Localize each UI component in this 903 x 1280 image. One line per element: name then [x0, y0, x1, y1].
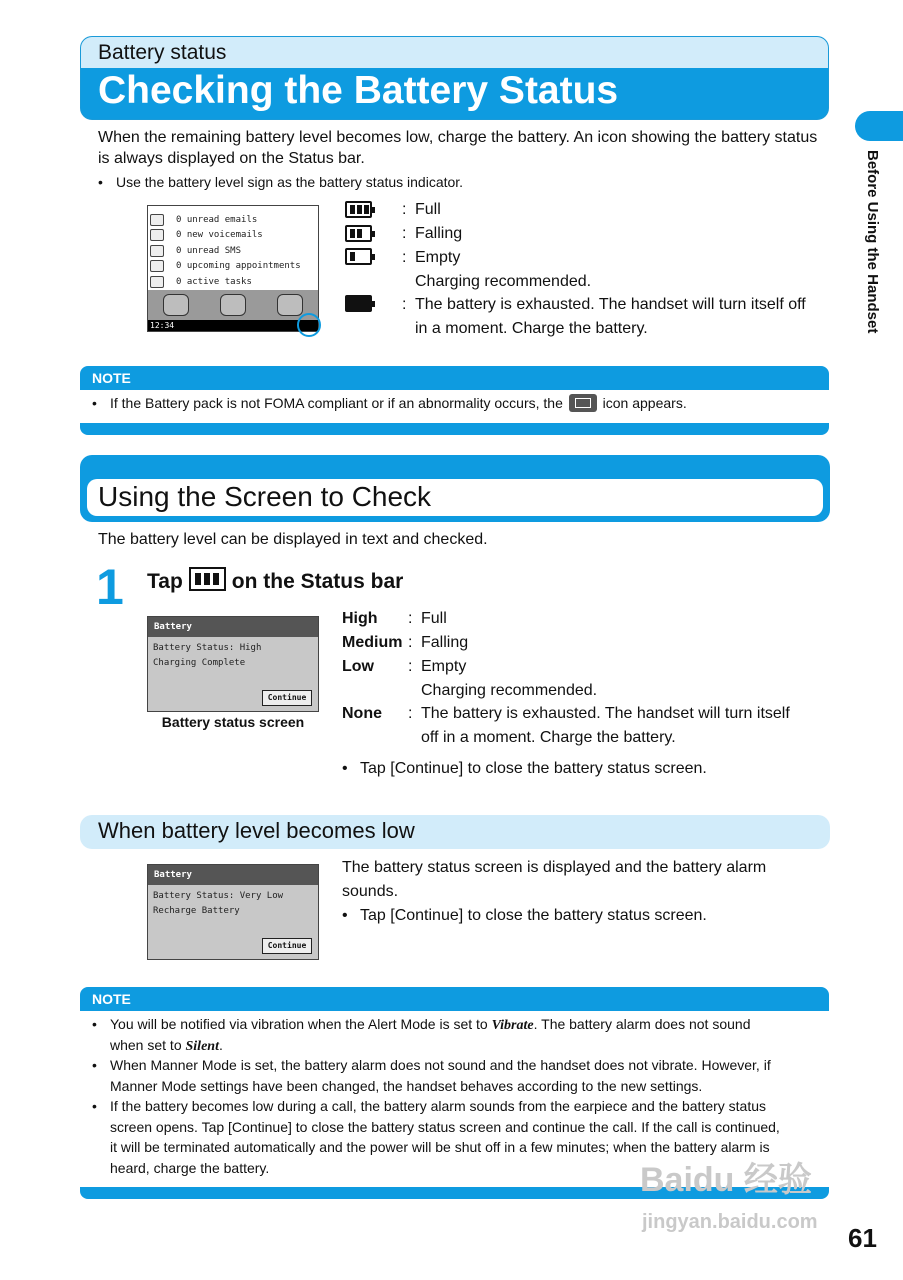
header-subtitle: Battery status [81, 37, 828, 68]
section-title: Using the Screen to Check [87, 479, 823, 516]
note-footer [80, 423, 829, 435]
step-instruction: Tap on the Status bar [147, 567, 403, 596]
level-value: Charging recommended. [421, 682, 598, 699]
tap-continue-note: Tap [Continue] to close the battery status screen. [360, 907, 707, 924]
battery-full-icon [345, 201, 372, 218]
status-bar [148, 320, 318, 332]
level-colon: : [408, 705, 413, 722]
screen-caption: Battery status screen [161, 714, 305, 730]
level-colon: : [402, 249, 407, 266]
level-value: Empty [421, 658, 467, 675]
section-header [80, 455, 830, 522]
invalid-battery-icon [569, 394, 597, 412]
level-value: The battery is exhausted. The handset will turn itself [421, 705, 790, 722]
list-item: 0 active tasks [148, 274, 318, 290]
battery-highlight-circle [297, 313, 321, 337]
side-tab-label-wrap [857, 150, 881, 360]
battery-falling-icon [345, 225, 372, 242]
note-header: NOTE [80, 987, 829, 1011]
battery-exhausted-icon [345, 295, 372, 312]
level-empty-text2: Charging recommended. [415, 273, 592, 290]
tap-continue-note: Tap [Continue] to close the battery status screen. [360, 760, 707, 777]
watermark-url: jingyan.baidu.com [642, 1211, 818, 1233]
section-text: The battery status screen is displayed and the battery alarm [342, 859, 767, 876]
intro-paragraph: When the remaining battery level becomes low, charge the battery. An icon showing the battery status is always displayed on the Status bar. [98, 129, 818, 167]
list-item: 0 upcoming appointments [148, 259, 318, 275]
level-colon: : [402, 296, 407, 313]
messages-app-icon [220, 294, 246, 316]
dialog-line: Battery Status: High [153, 643, 262, 653]
intro-bullet: Use the battery level sign as the battery status indicator. [116, 174, 464, 190]
level-colon: : [408, 658, 413, 675]
level-value: Full [421, 610, 447, 627]
task-check-icon [150, 276, 164, 288]
dialog-title: Battery [148, 617, 318, 637]
page-number: 61 [848, 1223, 877, 1253]
side-tab [855, 111, 903, 141]
step-number: 1 [96, 559, 124, 615]
section-intro: The battery level can be displayed in text and checked. [98, 531, 488, 548]
app-dock [148, 290, 318, 320]
bullet-dot: • [342, 907, 348, 924]
list-item: 0 unread SMS [148, 243, 318, 259]
level-key: High [342, 610, 378, 627]
section-text: sounds. [342, 883, 399, 900]
calendar-icon [150, 260, 164, 272]
list-item: 0 unread emails [148, 212, 318, 228]
dialog-line: Recharge Battery [153, 906, 240, 916]
music-app-icon [277, 294, 303, 316]
level-empty-text: Empty [415, 249, 461, 266]
level-colon: : [408, 634, 413, 651]
email-icon [150, 214, 164, 226]
dialog-line: Charging Complete [153, 658, 246, 668]
phone-home-screen [147, 205, 319, 332]
intro-bullet-dot: • [98, 174, 103, 190]
page-header [80, 36, 829, 120]
bullet-dot: • [342, 760, 348, 777]
sms-icon [150, 245, 164, 257]
subsection-title: When battery level becomes low [80, 815, 830, 849]
level-colon: : [402, 225, 407, 242]
side-tab-label: Before Using the Handset [864, 150, 881, 334]
list-item: 0 new voicemails [148, 228, 318, 244]
level-value: off in a moment. Charge the battery. [421, 729, 676, 746]
battery-status-icon [189, 567, 226, 591]
level-value: Falling [421, 634, 469, 651]
level-key: None [342, 705, 382, 722]
level-exhausted-text: The battery is exhausted. The handset will turn itself off [415, 296, 806, 313]
battery-status-screen [147, 616, 319, 712]
level-key: Medium [342, 634, 403, 651]
level-exhausted-text2: in a moment. Charge the battery. [415, 320, 648, 337]
continue-button[interactable]: Continue [262, 938, 312, 954]
level-colon: : [408, 610, 413, 627]
level-full-text: Full [415, 201, 441, 218]
note-header: NOTE [80, 366, 829, 390]
level-falling-text: Falling [415, 225, 463, 242]
status-time: 12:34 [150, 321, 175, 330]
page-title: Checking the Battery Status [98, 69, 619, 112]
contacts-app-icon [163, 294, 189, 316]
level-colon: : [402, 201, 407, 218]
voicemail-icon [150, 229, 164, 241]
dialog-line: Battery Status: Very Low [153, 891, 284, 901]
battery-empty-icon [345, 248, 372, 265]
dialog-title: Battery [148, 865, 318, 885]
level-key: Low [342, 658, 374, 675]
watermark-logo-text: Baidu 经验 [640, 1161, 812, 1199]
battery-low-screen [147, 864, 319, 960]
continue-button[interactable]: Continue [262, 690, 312, 706]
